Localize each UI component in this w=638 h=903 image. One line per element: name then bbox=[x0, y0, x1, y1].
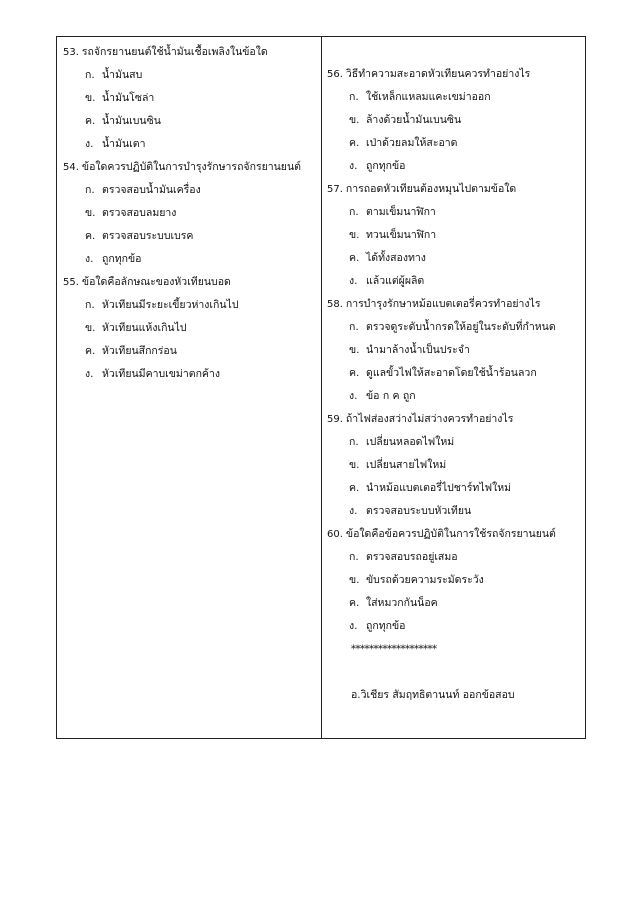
option-letter: ง. bbox=[349, 390, 358, 402]
option-letter: ข. bbox=[85, 92, 96, 104]
author-credit: อ.วิเชียร สัมฤทธิตานนท์ ออกข้อสอบ bbox=[351, 689, 515, 701]
option-text: หัวเทียนแห้งเกินไป bbox=[102, 322, 187, 334]
question-text: การบำรุงรักษาหม้อแบตเตอรี่ควรทำอย่างไร bbox=[345, 298, 541, 310]
question-text: วิธีทำความสะอาดหัวเทียนควรทำอย่างไร bbox=[345, 68, 531, 80]
question-text: ถ้าไฟส่องสว่างไม่สว่างควรทำอย่างไร bbox=[345, 413, 514, 425]
question-number: 55. bbox=[63, 277, 79, 288]
option-letter: ก. bbox=[85, 184, 95, 196]
option-text: ขับรถด้วยความระมัดระวัง bbox=[366, 574, 484, 586]
option-text: น้ำมันสบ bbox=[102, 69, 143, 81]
spacer bbox=[327, 661, 585, 684]
answer-option bbox=[63, 179, 319, 202]
option-text: ดูแลขั้วไฟให้สะอาดโดยใช้น้ำร้อนลวก bbox=[366, 367, 537, 379]
option-letter: ข. bbox=[349, 574, 360, 586]
option-letter: ค. bbox=[349, 137, 360, 149]
option-letter: ข. bbox=[349, 459, 360, 471]
answer-option bbox=[327, 132, 585, 155]
option-text: น้ำมันเบนซิน bbox=[102, 115, 161, 127]
answer-option bbox=[327, 247, 585, 270]
option-text: ได้ทั้งสองทาง bbox=[366, 252, 426, 264]
option-text: ล้างด้วยน้ำมันเบนซิน bbox=[366, 114, 462, 126]
question-number: 58. bbox=[327, 299, 343, 310]
question-text: ข้อใดคือลักษณะของหัวเทียนบอด bbox=[81, 276, 231, 288]
answer-option bbox=[327, 109, 585, 132]
option-letter: ก. bbox=[85, 69, 95, 81]
option-letter: ง. bbox=[349, 160, 358, 172]
answer-option bbox=[327, 569, 585, 592]
option-letter: ง. bbox=[349, 620, 358, 632]
answer-option bbox=[327, 385, 585, 408]
question-text: การถอดหัวเทียนต้องหมุนไปตามข้อใด bbox=[345, 183, 517, 195]
answer-option bbox=[63, 317, 319, 340]
question-number: 60. bbox=[327, 529, 343, 540]
answer-option bbox=[63, 110, 319, 133]
question-54 bbox=[63, 156, 319, 179]
option-letter: ง. bbox=[349, 275, 358, 287]
question-text: ข้อใดควรปฏิบัติในการบำรุงรักษารถจักรยานยนต์ bbox=[81, 161, 301, 173]
option-letter: ข. bbox=[349, 344, 360, 356]
option-text: เปลี่ยนสายไฟใหม่ bbox=[366, 459, 447, 471]
answer-option bbox=[327, 615, 585, 638]
option-letter: ง. bbox=[349, 505, 358, 517]
option-letter: ค. bbox=[349, 597, 360, 609]
answer-option bbox=[327, 592, 585, 615]
option-letter: ค. bbox=[85, 115, 96, 127]
question-58 bbox=[327, 293, 585, 316]
answer-option bbox=[63, 133, 319, 156]
option-text: ข้อ ก ค ถูก bbox=[366, 390, 416, 402]
option-letter: ค. bbox=[85, 230, 96, 242]
option-text: ตรวจสอบระบบเบรค bbox=[102, 230, 194, 242]
option-letter: ข. bbox=[85, 207, 96, 219]
option-text: ตามเข็มนาฬิกา bbox=[366, 206, 436, 218]
column-divider bbox=[321, 37, 322, 738]
answer-option bbox=[327, 500, 585, 523]
option-letter: ข. bbox=[85, 322, 96, 334]
option-text: น้ำมันเตา bbox=[102, 138, 146, 150]
option-text: นำหม้อแบตเตอรี่ไปชาร์ทไฟใหม่ bbox=[366, 482, 512, 494]
answer-option bbox=[327, 155, 585, 178]
question-53 bbox=[63, 41, 319, 64]
question-59 bbox=[327, 408, 585, 431]
question-56 bbox=[327, 63, 585, 86]
answer-option bbox=[63, 363, 319, 386]
question-55 bbox=[63, 271, 319, 294]
option-letter: ก. bbox=[85, 299, 95, 311]
answer-option bbox=[327, 477, 585, 500]
question-text: รถจักรยานยนต์ใช้น้ำมันเชื้อเพลิงในข้อใด bbox=[81, 46, 268, 58]
answer-option bbox=[327, 201, 585, 224]
question-number: 59. bbox=[327, 414, 343, 425]
option-letter: ก. bbox=[349, 206, 359, 218]
option-text: ถูกทุกข้อ bbox=[366, 620, 406, 632]
question-number: 57. bbox=[327, 184, 343, 195]
option-text: เปลี่ยนหลอดไฟใหม่ bbox=[366, 436, 455, 448]
option-text: เป่าด้วยลมให้สะอาด bbox=[366, 137, 458, 149]
option-letter: ค. bbox=[349, 367, 360, 379]
answer-option bbox=[327, 339, 585, 362]
left-column bbox=[63, 37, 319, 386]
question-number: 53. bbox=[63, 47, 79, 58]
option-text: ตรวจสอบน้ำมันเครื่อง bbox=[102, 184, 201, 196]
option-letter: ค. bbox=[349, 252, 360, 264]
option-text: หัวเทียนมีระยะเขี้ยวห่างเกินไป bbox=[102, 299, 239, 311]
option-text: ทวนเข็มนาฬิกา bbox=[366, 229, 437, 241]
option-text: ตรวจดูระดับน้ำกรดให้อยู่ในระดับที่กำหนด bbox=[366, 321, 556, 333]
option-text: ถูกทุกข้อ bbox=[366, 160, 406, 172]
option-letter: ก. bbox=[349, 321, 359, 333]
option-text: หัวเทียนสึกกร่อน bbox=[102, 345, 177, 357]
right-column bbox=[327, 37, 585, 707]
option-text: แล้วแต่ผู้ผลิต bbox=[366, 275, 425, 287]
answer-option bbox=[327, 270, 585, 293]
answer-option bbox=[327, 431, 585, 454]
option-letter: ค. bbox=[85, 345, 96, 357]
answer-option bbox=[327, 362, 585, 385]
option-text: น้ำมันโซล่า bbox=[102, 92, 155, 104]
option-text: หัวเทียนมีคาบเขม่าตกค้าง bbox=[102, 368, 220, 380]
answer-option bbox=[63, 248, 319, 271]
answer-option bbox=[63, 202, 319, 225]
question-57 bbox=[327, 178, 585, 201]
option-letter: ค. bbox=[349, 482, 360, 494]
option-text: ถูกทุกข้อ bbox=[102, 253, 142, 265]
answer-option bbox=[63, 64, 319, 87]
option-letter: ง. bbox=[85, 253, 94, 265]
option-text: ใช้เหล็กแหลมแคะเขม่าออก bbox=[366, 91, 491, 103]
answer-option bbox=[327, 224, 585, 247]
question-60 bbox=[327, 523, 585, 546]
option-letter: ข. bbox=[349, 114, 360, 126]
answer-option bbox=[327, 454, 585, 477]
answer-option bbox=[63, 87, 319, 110]
answer-option bbox=[63, 340, 319, 363]
option-letter: ก. bbox=[349, 551, 359, 563]
option-text: ตรวจสอบรถอยู่เสมอ bbox=[366, 551, 458, 563]
option-letter: ง. bbox=[85, 368, 94, 380]
option-text: นำมาล้างน้ำเป็นประจำ bbox=[366, 344, 470, 356]
option-letter: ข. bbox=[349, 229, 360, 241]
option-letter: ก. bbox=[349, 91, 359, 103]
answer-option bbox=[63, 294, 319, 317]
question-number: 56. bbox=[327, 69, 343, 80]
option-text: ตรวจสอบลมยาง bbox=[102, 207, 177, 219]
end-stars: ******************* bbox=[351, 644, 437, 655]
answer-option bbox=[327, 86, 585, 109]
option-text: ใส่หมวกกันน็อค bbox=[366, 597, 438, 609]
answer-option bbox=[63, 225, 319, 248]
question-number: 54. bbox=[63, 162, 79, 173]
answer-option bbox=[327, 316, 585, 339]
option-letter: ง. bbox=[85, 138, 94, 150]
option-text: ตรวจสอบระบบหัวเทียน bbox=[366, 505, 472, 517]
answer-option bbox=[327, 546, 585, 569]
question-text: ข้อใดคือข้อควรปฏิบัติในการใช้รถจักรยานยนต์ bbox=[345, 528, 556, 540]
exam-page bbox=[56, 36, 586, 739]
option-letter: ก. bbox=[349, 436, 359, 448]
